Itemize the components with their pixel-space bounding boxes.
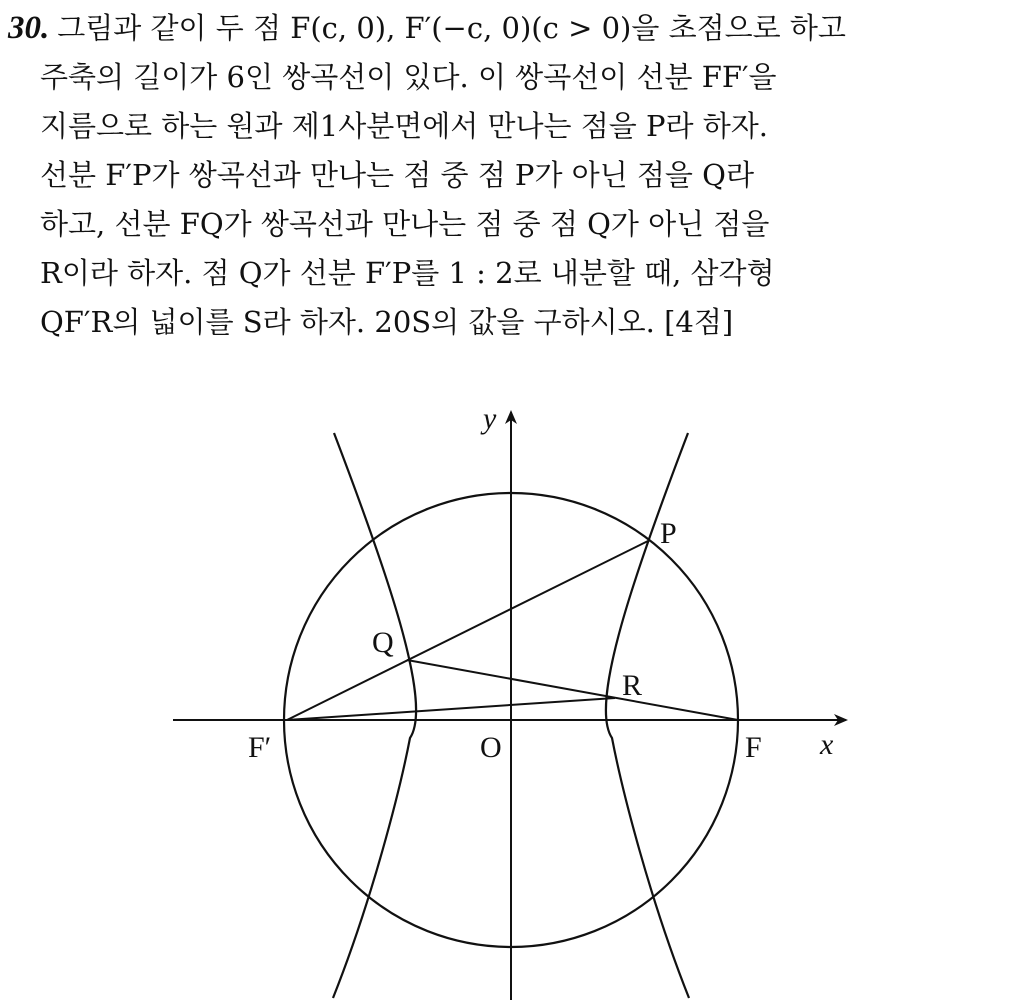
point-r-label: R	[622, 669, 643, 702]
segment-q-f	[407, 660, 738, 720]
origin-label: O	[480, 731, 502, 764]
problem-number: 30.	[8, 10, 50, 46]
problem-line-3: 지름으로 하는 원과 제1사분면에서 만나는 점을 P라 하자.	[40, 109, 769, 143]
point-q-label: Q	[372, 626, 394, 659]
y-axis-label: y	[483, 402, 497, 435]
problem-line-2: 주축의 길이가 6인 쌍곡선이 있다. 이 쌍곡선이 선분 FF′을	[40, 60, 777, 94]
point-p-label: P	[660, 517, 677, 550]
point-fprime-label: F′	[248, 731, 272, 764]
problem-line-6: R이라 하자. 점 Q가 선분 F′P를 1 : 2로 내분할 때, 삼각형	[40, 256, 775, 290]
problem-line-text: 그림과 같이 두 점 F(c, 0), F′(−c, 0)(c > 0)을 초점으로 하고	[57, 11, 846, 45]
x-axis-label: x	[820, 728, 834, 761]
problem-line-7: QF′R의 넓이를 S라 하자. 20S의 값을 구하시오. [4점]	[40, 305, 734, 339]
segment-fprime-p	[287, 540, 650, 720]
problem-line-4: 선분 F′P가 쌍곡선과 만나는 점 중 점 P가 아닌 점을 Q라	[40, 158, 754, 192]
problem-line-5: 하고, 선분 FQ가 쌍곡선과 만나는 점 중 점 Q가 아닌 점을	[40, 207, 770, 241]
segment-fprime-r	[287, 698, 615, 720]
point-f-label: F	[745, 731, 762, 764]
